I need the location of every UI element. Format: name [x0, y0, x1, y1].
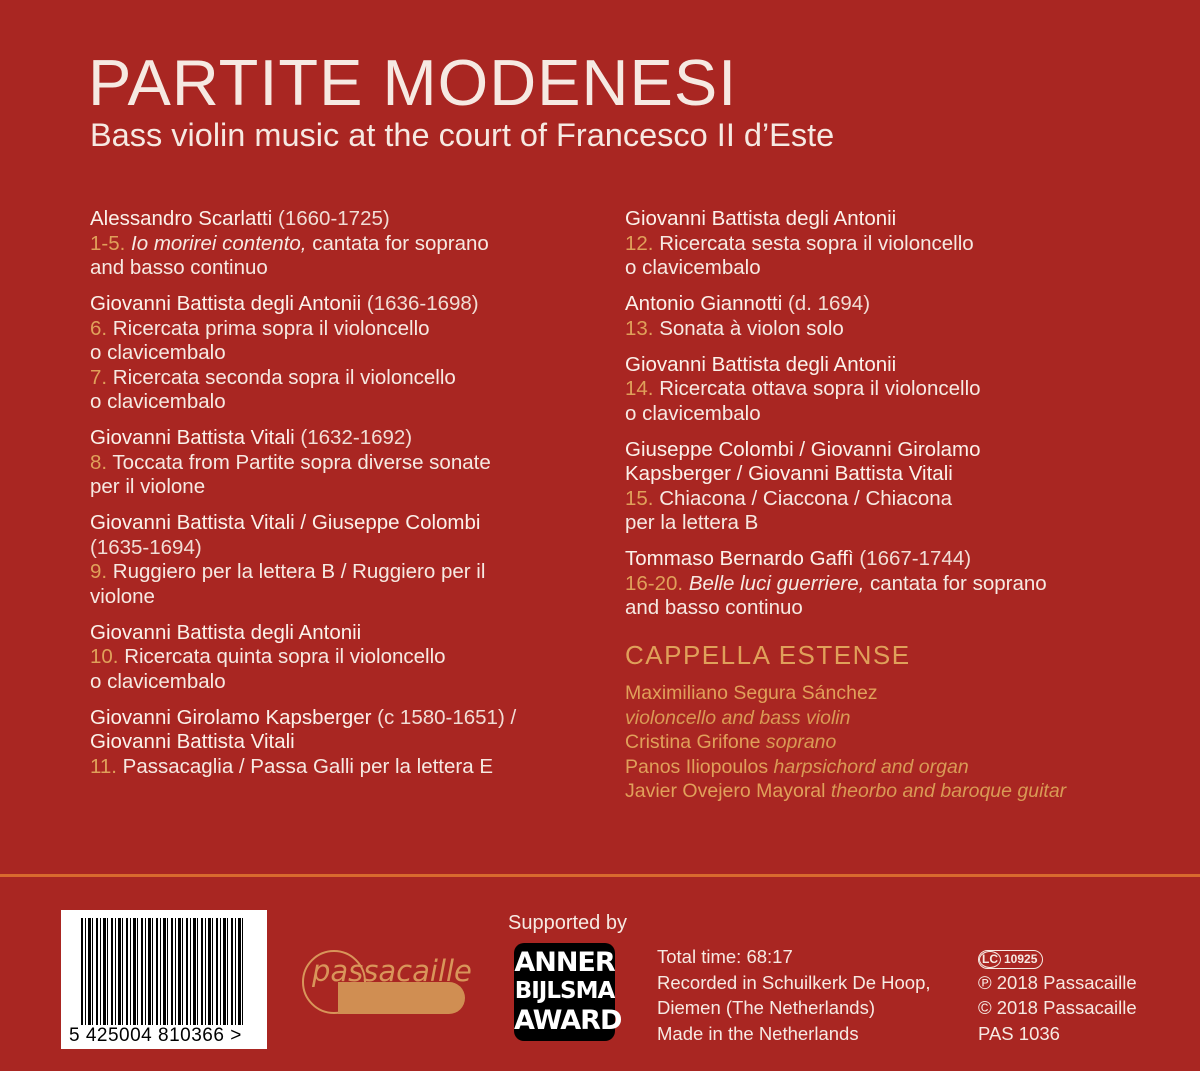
track-title: Sonata à violon solo [653, 316, 844, 340]
track-block [90, 292, 610, 415]
composer-name: Giovanni Battista Vitali [90, 426, 295, 449]
composer-name: Giovanni Battista degli Antonii [625, 352, 897, 376]
composer-name: Giuseppe Colombi / Giovanni Girolamo [625, 437, 981, 461]
label-code: 10925 [1004, 952, 1038, 966]
track-title: Ricercata prima sopra il violoncello [107, 316, 430, 340]
track-line [90, 207, 610, 232]
composer-dates: (1636-1698) [361, 292, 479, 315]
composer-name: Antonio Giannotti [625, 292, 783, 315]
track-title: o clavicembalo [90, 390, 226, 413]
track-line [625, 572, 1185, 597]
track-line [625, 232, 1185, 257]
track-line [90, 341, 610, 366]
composer-name: Giovanni Battista Vitali / Giuseppe Colombi [90, 511, 481, 534]
track-block [90, 207, 610, 281]
track-line [625, 353, 1185, 378]
legal-info [978, 944, 1137, 1046]
logo-wordmark: passacaille [312, 954, 472, 988]
track-number: 14. [625, 377, 654, 400]
catalog-number: PAS 1036 [978, 1022, 1060, 1044]
track-title: Passacaglia / Passa Galli per la lettera E [116, 754, 494, 778]
track-line [90, 511, 610, 536]
award-line: BIJLSMA [514, 978, 615, 1004]
track-title: cantata for soprano [306, 231, 489, 255]
track-line [625, 402, 1185, 427]
track-title: Belle luci guerriere, [683, 571, 865, 595]
performer-list [625, 681, 1066, 804]
composer-name: Giovanni Battista degli Antonii [90, 620, 362, 644]
track-line [90, 730, 610, 755]
track-line [90, 670, 610, 695]
performer-name: Javier Ovejero Mayoral [625, 780, 826, 802]
ensemble-name: CAPPELLA ESTENSE [625, 640, 911, 670]
track-line [625, 462, 1185, 487]
composer-name: Giovanni Battista degli Antonii [90, 292, 362, 315]
composer-name: Giovanni Battista Vitali [90, 730, 295, 753]
track-line [625, 511, 1185, 536]
track-title: Toccata from Partite sopra diverse sonate [107, 450, 491, 474]
track-line [90, 706, 610, 731]
barcode-number: 5 425004 810366 > [69, 1025, 242, 1046]
track-line [90, 232, 610, 257]
composer-dates: (d. 1694) [782, 292, 871, 315]
track-line [90, 585, 610, 610]
performer [625, 755, 1066, 780]
track-title: Ricercata ottava sopra il violoncello [653, 377, 981, 400]
label-code-badge [978, 950, 1043, 969]
track-number: 16-20. [625, 571, 684, 595]
track-number: 12. [625, 231, 654, 255]
track-block [625, 292, 1185, 341]
track-line [625, 487, 1185, 512]
track-line [625, 292, 1185, 317]
track-line [625, 438, 1185, 463]
track-title: Ricercata quinta sopra il violoncello [118, 645, 446, 668]
track-line [90, 536, 610, 561]
album-title: PARTITE MODENESI [88, 46, 738, 119]
tracklist-left [90, 207, 610, 791]
track-block [90, 706, 610, 780]
track-title: Ricercata seconda sopra il violoncello [107, 365, 456, 389]
supported-by-label: Supported by [508, 912, 627, 934]
track-line [90, 755, 610, 780]
performer [625, 730, 1066, 755]
composer-name: Giovanni Battista degli Antonii [625, 207, 897, 230]
track-line [90, 451, 610, 476]
track-line [625, 317, 1185, 342]
track-line [90, 256, 610, 281]
track-block [625, 353, 1185, 427]
composer-dates: (1635-1694) [90, 535, 202, 559]
performer-name: Maximiliano Segura Sánchez [625, 682, 878, 704]
track-block [625, 547, 1185, 621]
track-line [90, 621, 610, 646]
track-block [625, 207, 1185, 281]
track-line [625, 547, 1185, 572]
composer-dates: (1667-1744) [853, 547, 972, 570]
track-number: 11. [90, 754, 117, 778]
track-line [90, 390, 610, 415]
performer-name: Cristina Grifone [625, 731, 761, 753]
track-title: o clavicembalo [90, 341, 226, 364]
track-line [625, 596, 1185, 621]
track-number: 10. [90, 645, 119, 668]
barcode [61, 910, 267, 1049]
performer-role: theorbo and baroque guitar [830, 780, 1067, 802]
barcode-bars [81, 918, 246, 1026]
copyright: © 2018 Passacaille [978, 997, 1137, 1018]
track-title: o clavicembalo [625, 401, 761, 425]
performer-role: violoncello and bass violin [625, 706, 851, 729]
track-title: Ruggiero per la lettera B / Ruggiero per il [107, 560, 486, 583]
track-title: o clavicembalo [625, 256, 761, 279]
composer-name: Kapsberger / Giovanni Battista Vitali [625, 462, 953, 485]
track-block [90, 511, 610, 609]
track-line [625, 207, 1185, 232]
track-title: o clavicembalo [90, 669, 226, 693]
track-line [90, 317, 610, 342]
recording-location-cont: Diemen (The Netherlands) [657, 997, 875, 1018]
track-title: and basso continuo [625, 596, 803, 619]
performer-role: harpsichord and organ [773, 755, 969, 778]
passacaille-logo [300, 942, 470, 1012]
performer-role: soprano [765, 731, 837, 753]
recording-location: Recorded in Schuilkerk De Hoop, [657, 971, 931, 993]
performer [625, 779, 1066, 804]
lc-icon: LC [979, 951, 1001, 968]
composer-name: Tommaso Bernardo Gaffì [625, 547, 854, 570]
total-time: Total time: 68:17 [657, 946, 793, 967]
award-line: AWARD [514, 1005, 622, 1036]
award-line: ANNER [514, 947, 615, 978]
anner-bijlsma-award-logo [514, 943, 622, 1041]
phonogram-copyright: ℗ 2018 Passacaille [978, 971, 1137, 993]
track-line [625, 377, 1185, 402]
composer-name: Alessandro Scarlatti [90, 207, 273, 230]
track-line [90, 292, 610, 317]
track-title: and basso continuo [90, 256, 268, 279]
recording-info [657, 944, 931, 1046]
track-number: 15. [625, 486, 654, 510]
track-title: per la lettera B [625, 511, 759, 534]
track-line [625, 256, 1185, 281]
track-block [625, 438, 1185, 536]
track-block [90, 426, 610, 500]
track-title: Io morirei contento, [125, 231, 307, 255]
track-number: 8. [90, 450, 108, 474]
divider-rule [0, 874, 1200, 877]
tracklist-right [625, 207, 1185, 632]
track-number: 6. [90, 316, 108, 340]
track-number: 9. [90, 560, 108, 583]
track-line [90, 560, 610, 585]
composer-dates: (c 1580-1651) / [371, 705, 517, 729]
track-line [90, 475, 610, 500]
performer-name: Panos Iliopoulos [625, 755, 769, 778]
track-title: Ricercata sesta sopra il violoncello [653, 231, 974, 255]
track-title: violone [90, 584, 155, 608]
track-title: Chiacona / Ciaccona / Chiacona [653, 486, 953, 510]
track-block [90, 621, 610, 695]
composer-dates: (1660-1725) [272, 207, 390, 230]
track-title: cantata for soprano [864, 571, 1047, 595]
track-number: 1-5. [90, 231, 126, 255]
track-line [90, 426, 610, 451]
track-title: per il violone [90, 475, 206, 498]
track-line [90, 366, 610, 391]
composer-dates: (1632-1692) [294, 426, 413, 449]
performer [625, 681, 1066, 730]
album-subtitle: Bass violin music at the court of Francesco II d’Este [90, 117, 835, 153]
track-number: 13. [625, 316, 654, 340]
composer-name: Giovanni Girolamo Kapsberger [90, 705, 372, 729]
made-in: Made in the Netherlands [657, 1022, 859, 1044]
track-number: 7. [90, 365, 108, 389]
track-line [90, 645, 610, 670]
